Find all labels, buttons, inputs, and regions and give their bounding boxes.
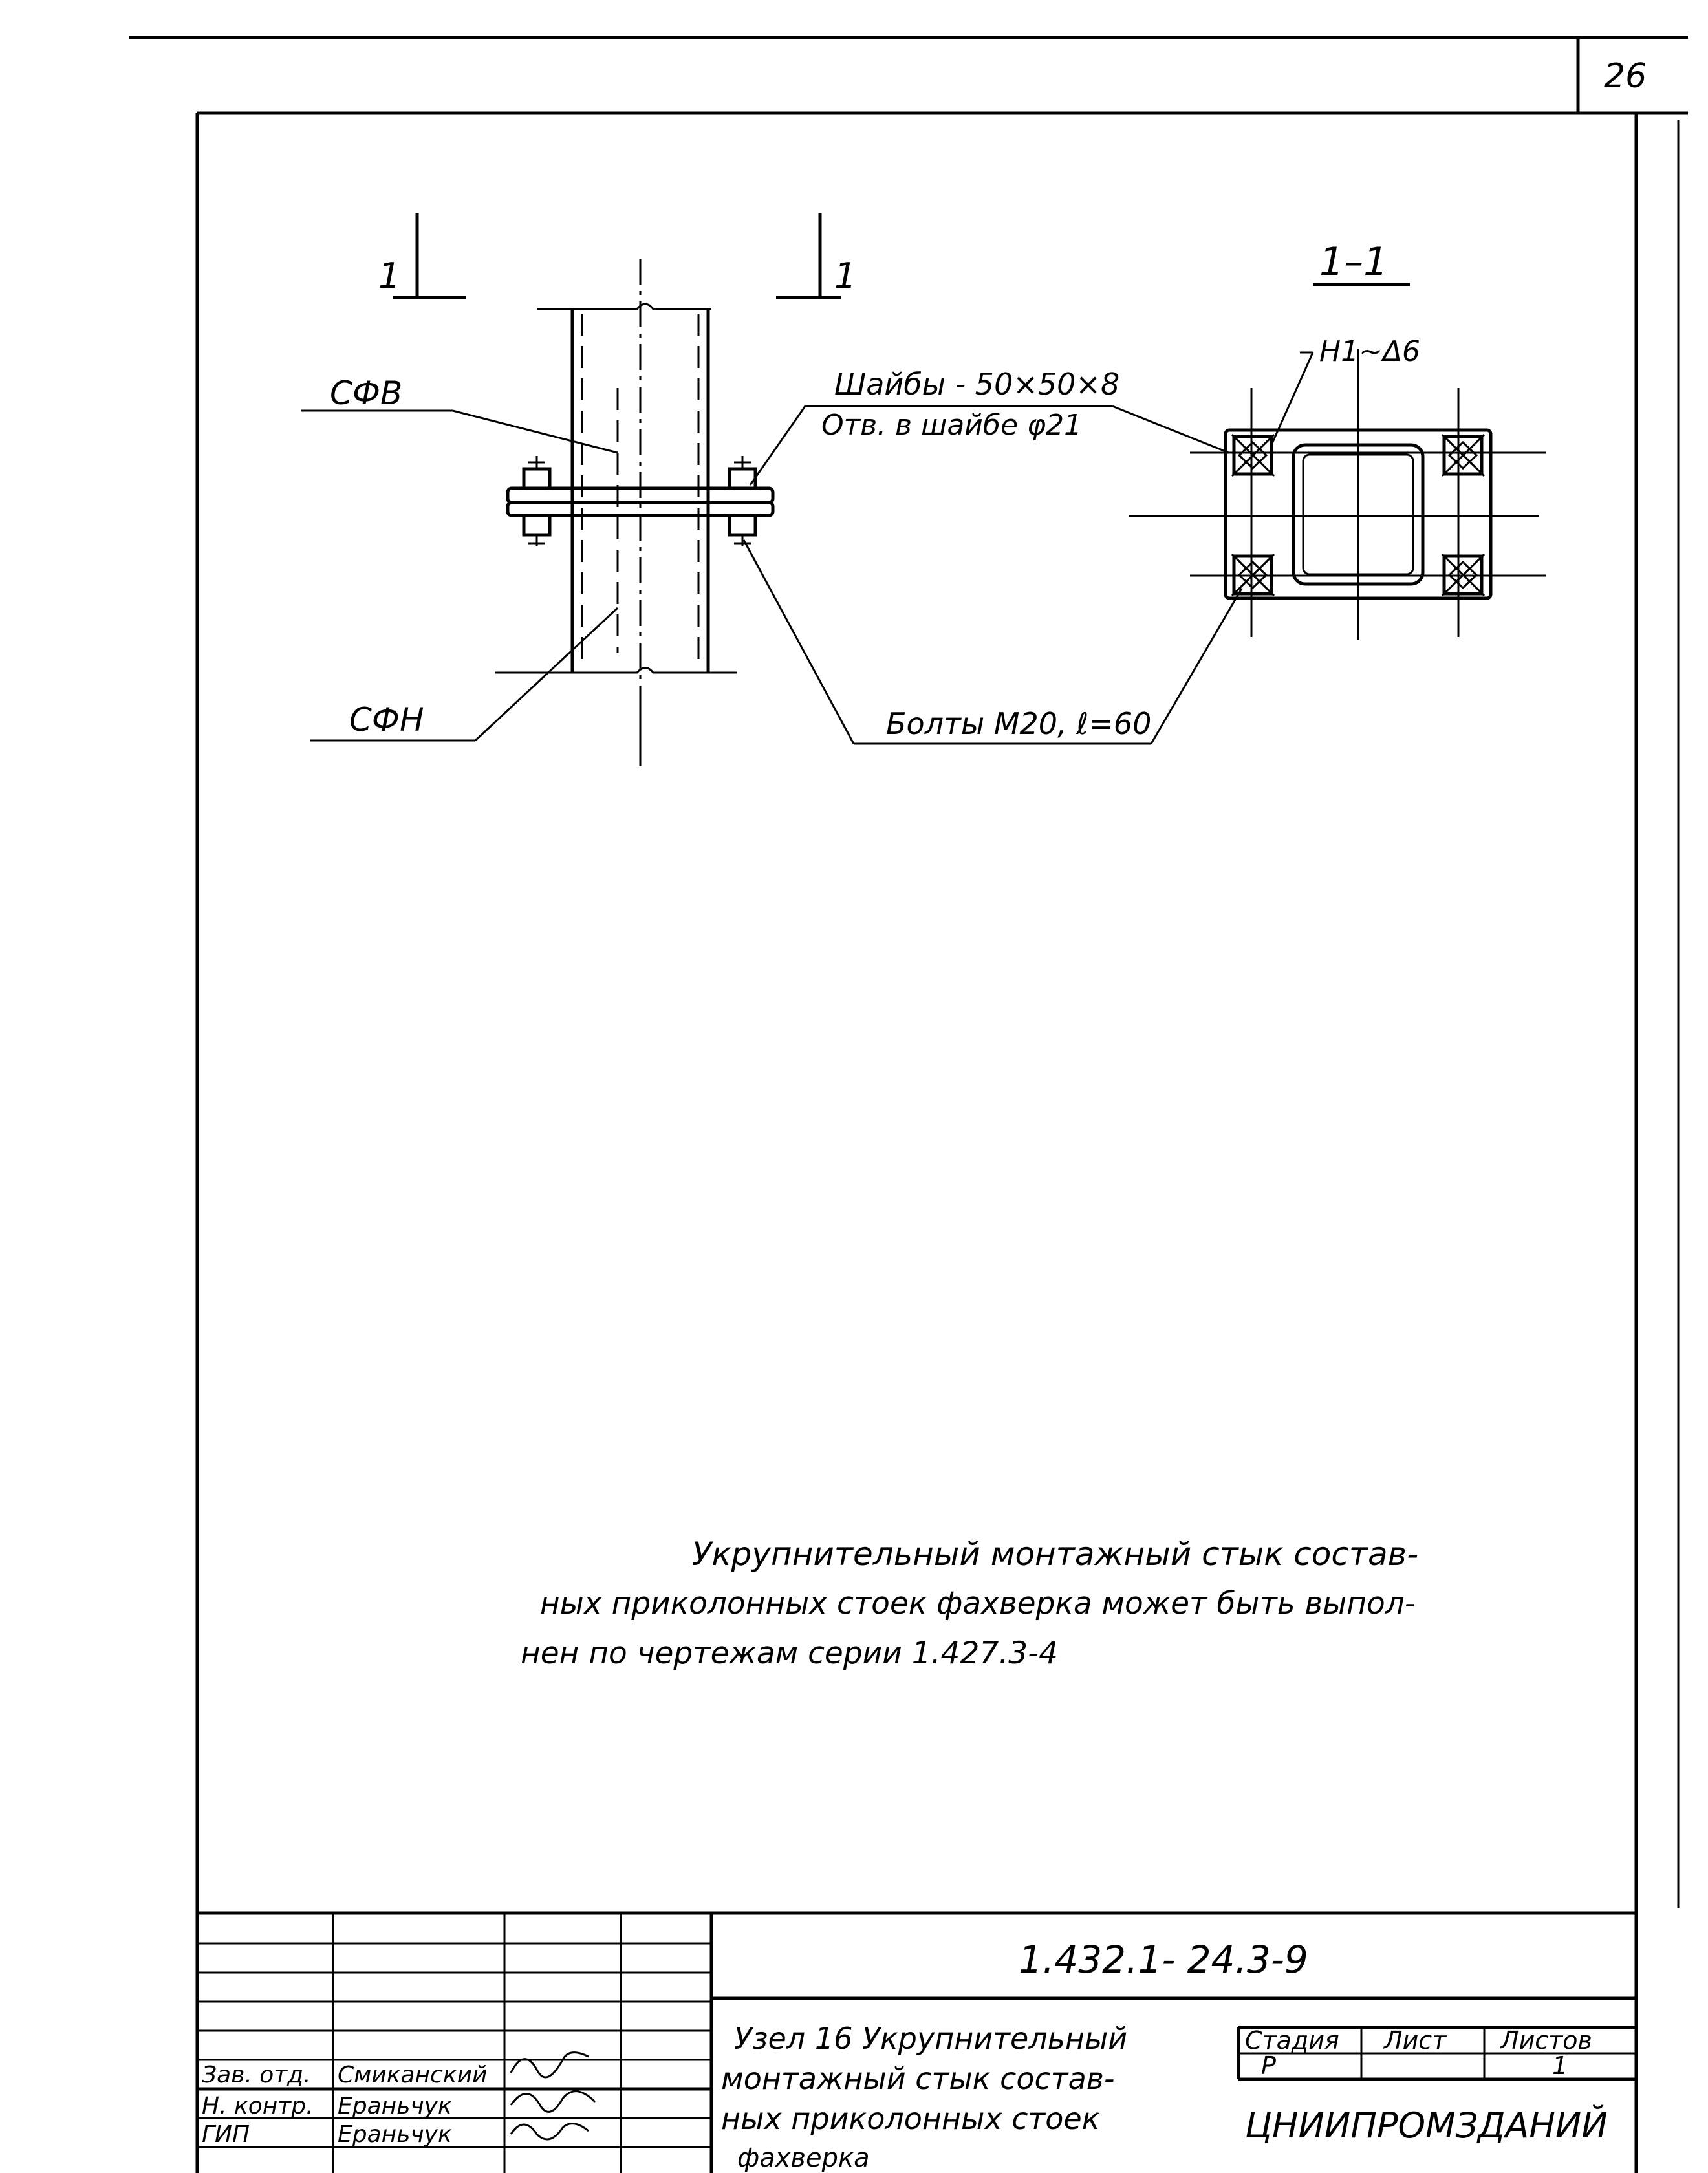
note-line-1: Укрупнительный монтажный стык состав- xyxy=(692,1535,1419,1573)
designation: 1.432.1- 24.3-9 xyxy=(1019,1938,1308,1982)
signature-name: Ераньчук xyxy=(338,2121,452,2148)
washer-top-left xyxy=(1232,435,1274,476)
signature-scribble xyxy=(511,2092,595,2112)
title-line-4: фахверка xyxy=(737,2143,870,2173)
leader-bolts xyxy=(744,540,1242,744)
stage-label: Стадия xyxy=(1245,2026,1339,2055)
section-mark-left xyxy=(378,213,466,297)
weld-label: Н1~Δ6 xyxy=(1319,335,1421,368)
section-mark-right xyxy=(776,213,856,297)
sheet-number: 26 xyxy=(1604,57,1647,96)
title-line-2: монтажный стык состав- xyxy=(721,2061,1115,2096)
signature-name: Смиканский xyxy=(338,2062,488,2088)
sheet-number-box xyxy=(1578,38,1688,113)
signature-role: Зав. отд. xyxy=(202,2062,311,2088)
note-block xyxy=(521,1535,1418,1671)
leader-washers xyxy=(750,367,1229,485)
sheet-label: Лист xyxy=(1384,2026,1447,2055)
sheets-label: Листов xyxy=(1500,2026,1592,2055)
organization: ЦНИИПРОМЗДАНИЙ xyxy=(1245,2105,1608,2146)
signature-role: Н. контр. xyxy=(202,2093,314,2119)
section-view-title: 1–1 xyxy=(1319,239,1389,285)
bolts-label: Болты М20, ℓ=60 xyxy=(886,706,1152,741)
leader-upper-column xyxy=(301,374,618,453)
signature-role: ГИП xyxy=(202,2121,250,2148)
column-elevation xyxy=(495,259,737,766)
title-line-1: Узел 16 Укрупнительный xyxy=(734,2021,1128,2056)
signature-scribble xyxy=(511,2053,589,2077)
title-line-3: ных приколонных стоек xyxy=(721,2101,1100,2136)
upper-column-label: СФВ xyxy=(330,374,403,412)
note-line-2: ных приколонных стоек фахверка может быть выпол- xyxy=(540,1586,1416,1621)
note-line-3: нен по чертежам серии 1.427.3-4 xyxy=(521,1636,1058,1671)
washers-label-2: Отв. в шайбе φ21 xyxy=(821,409,1083,442)
washer-top-right xyxy=(1442,435,1484,476)
section-mark-left-label: 1 xyxy=(378,255,401,296)
section-mark-right-label: 1 xyxy=(834,255,857,296)
signature-rows xyxy=(202,2053,595,2148)
signature-scribble xyxy=(511,2124,589,2139)
stage-value: Р xyxy=(1261,2051,1276,2080)
washers-label-1: Шайбы - 50×50×8 xyxy=(834,367,1120,402)
sheet-border xyxy=(129,38,1688,2173)
sheets-value: 1 xyxy=(1552,2051,1568,2080)
lower-column-label: СФН xyxy=(349,701,424,739)
signature-name: Ераньчук xyxy=(338,2093,452,2119)
